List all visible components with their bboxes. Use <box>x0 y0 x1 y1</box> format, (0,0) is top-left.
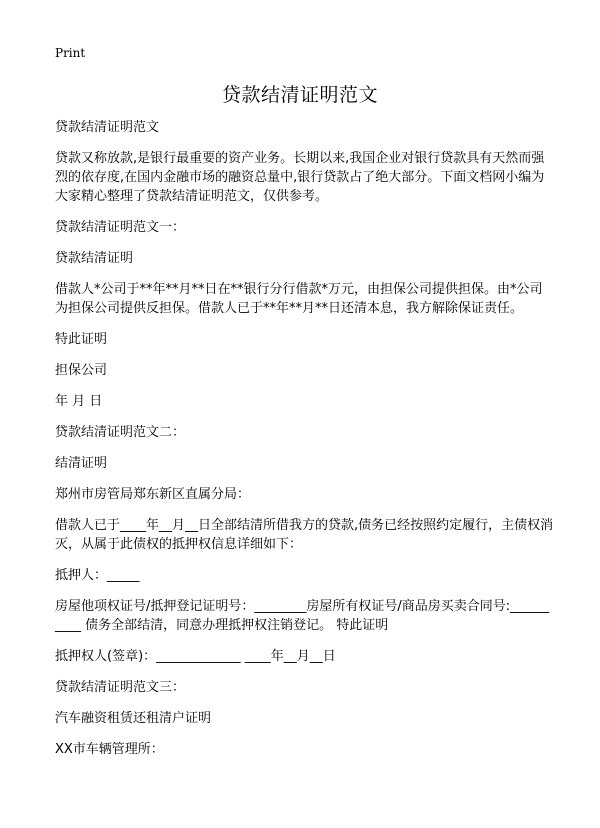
paragraph-date: 年 月 日 <box>55 394 103 409</box>
paragraph-text: 特此证明 <box>55 332 108 347</box>
paragraph-text: XX市车辆管理所： <box>55 742 164 757</box>
paragraph-text: 房屋他项权证号/抵押登记证明号：________房屋所有权证号/商品房买卖合同号:__________ 债务全部结清，同意办理抵押权注销登记。 特此证明 <box>55 599 550 633</box>
document-body <box>55 118 555 771</box>
section-heading-1: 贷款结清证明范文一： <box>55 220 186 235</box>
paragraph-heading: 汽车融资租赁还租清户证明 <box>55 711 212 726</box>
section-heading-3: 贷款结清证明范文三： <box>55 680 186 695</box>
paragraph-heading: 贷款结清证明 <box>55 251 134 266</box>
paragraph-text: 担保公司 <box>55 363 108 378</box>
paragraph-text: 抵押权人(签章)：_____________ ____年__月__日 <box>55 649 336 664</box>
paragraph-text: 抵押人：_____ <box>55 568 140 583</box>
print-link[interactable]: Print <box>55 46 86 60</box>
section-heading-2: 贷款结清证明范文二： <box>55 425 186 440</box>
paragraph-subtitle: 贷款结清证明范文 <box>55 120 160 135</box>
document-title: 贷款结清证明范文 <box>221 84 378 106</box>
paragraph-text: 借款人已于____年__月__日全部结清所借我方的贷款,债务已经按照约定履行，主债权消灭，从属于此债权的抵押权信息详细如下： <box>55 518 554 552</box>
paragraph-intro: 贷款又称放款,是银行最重要的资产业务。长期以来,我国企业对银行贷款具有天然而强烈的依存度,在国内金融市场的融资总量中,银行贷款占了绝大部分。下面文档网小编为大家精心整理了贷款结清证明范文，仅供参考。 <box>55 151 545 204</box>
paragraph-heading: 结清证明 <box>55 456 108 471</box>
paragraph-text: 借款人*公司于**年**月**日在**银行分行借款*万元，由担保公司提供担保。由*公司为担保公司提供反担保。借款人已于**年**月**日还清本息，我方解除保证责任。 <box>55 282 543 316</box>
paragraph-text: 郑州市房管局郑东新区直属分局： <box>55 487 251 502</box>
